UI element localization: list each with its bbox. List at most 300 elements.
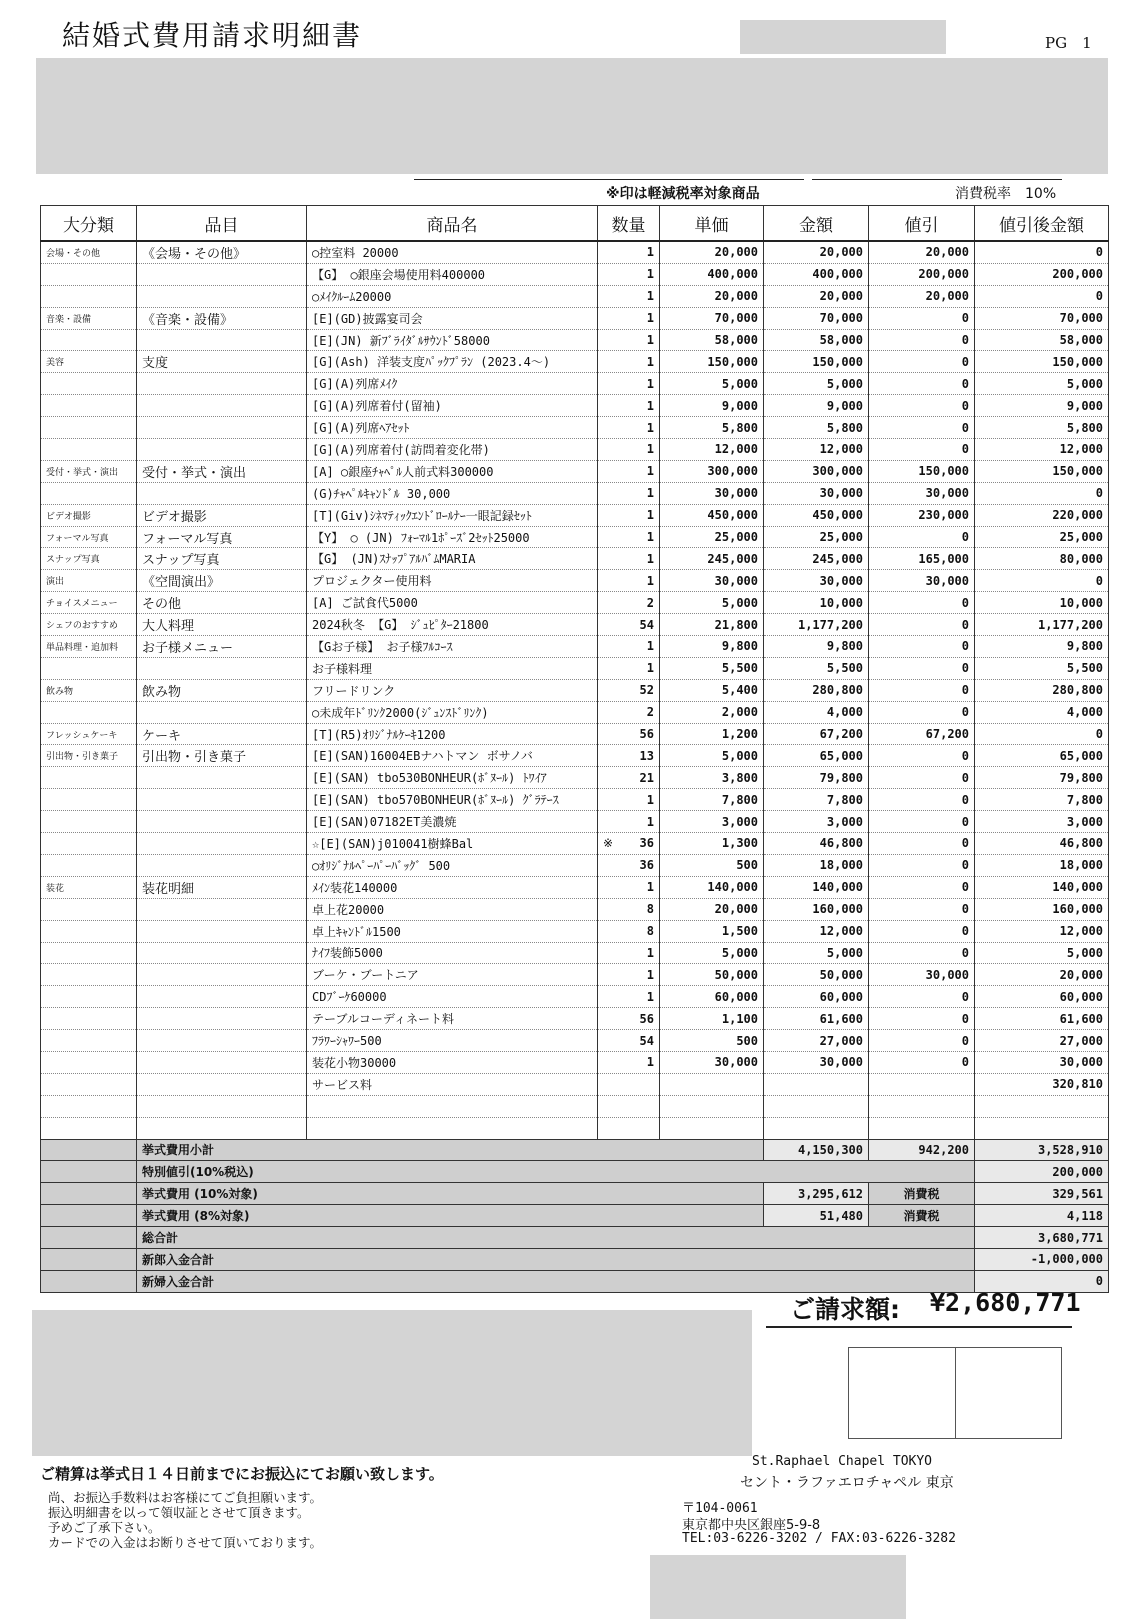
discount-cell: 0 — [869, 1008, 975, 1030]
discount-cell: 0 — [869, 767, 975, 789]
product-cell: [T](Giv)ｼﾈﾏﾃｨｯｸｴﾝﾄﾞﾛｰﾙﾅｰ一眼記録ｾｯﾄ — [307, 504, 598, 526]
category-cell — [41, 1117, 137, 1139]
category-cell: ビデオ撮影 — [41, 504, 137, 526]
category-cell — [41, 833, 137, 855]
table-row — [41, 482, 1109, 504]
table-row — [41, 657, 1109, 679]
unit-price-cell: 30,000 — [660, 1051, 764, 1073]
reduced-tax-mark: ※ — [603, 836, 614, 851]
amount-cell: 5,000 — [764, 373, 869, 395]
discount-cell: 0 — [869, 942, 975, 964]
category-cell: 単品料理・追加料 — [41, 636, 137, 658]
item-cell — [137, 898, 307, 920]
unit-price-cell: 1,200 — [660, 723, 764, 745]
unit-price-cell: 5,000 — [660, 592, 764, 614]
net-amount-cell: 0 — [975, 723, 1109, 745]
summary-row-groom-payment — [41, 1248, 1109, 1270]
unit-price-cell: 5,500 — [660, 657, 764, 679]
reduced-tax-note: ※印は軽減税率対象商品 — [606, 186, 760, 202]
table-row — [41, 307, 1109, 329]
amount-cell — [764, 1073, 869, 1095]
request-amount-label: ご請求額: — [790, 1295, 900, 1324]
discount-cell: 0 — [869, 854, 975, 876]
summary-row-subtotal — [41, 1139, 1109, 1161]
item-cell — [137, 395, 307, 417]
category-cell: 演出 — [41, 570, 137, 592]
category-cell — [41, 329, 137, 351]
net-amount-cell: 46,800 — [975, 833, 1109, 855]
product-cell: プロジェクター使用料 — [307, 570, 598, 592]
item-cell — [137, 285, 307, 307]
category-cell — [41, 395, 137, 417]
category-cell: 会場・その他 — [41, 241, 137, 263]
summary-amount: 4,150,300 — [764, 1139, 869, 1161]
discount-cell: 165,000 — [869, 548, 975, 570]
qty-cell: 54 — [598, 1030, 660, 1052]
amount-cell: 46,800 — [764, 833, 869, 855]
amount-cell: 5,500 — [764, 657, 869, 679]
discount-cell: 0 — [869, 614, 975, 636]
unit-price-cell: 500 — [660, 854, 764, 876]
product-cell: ○ｵﾘｼﾞﾅﾙﾍﾟｰﾊﾟｰﾊﾞｯｸﾞ 500 — [307, 854, 598, 876]
amount-cell: 140,000 — [764, 876, 869, 898]
amount-cell: 30,000 — [764, 1051, 869, 1073]
product-cell — [307, 1095, 598, 1117]
qty-cell: 1 — [598, 439, 660, 461]
qty-cell: 1 — [598, 460, 660, 482]
item-cell: 飲み物 — [137, 679, 307, 701]
item-cell — [137, 789, 307, 811]
payment-note-line: 尚、お振込手数料はお客様にてご負担願います。 — [48, 1490, 323, 1505]
product-cell: 【Y】 ○ (JN) ﾌｫｰﾏﾙ1ﾎﾟｰｽﾞ2ｾｯﾄ25000 — [307, 526, 598, 548]
table-row — [41, 767, 1109, 789]
item-cell — [137, 439, 307, 461]
table-row — [41, 351, 1109, 373]
item-cell: 支度 — [137, 351, 307, 373]
amount-cell: 9,800 — [764, 636, 869, 658]
qty-cell: 1 — [598, 329, 660, 351]
category-cell — [41, 417, 137, 439]
category-cell: 受付・挙式・演出 — [41, 460, 137, 482]
item-cell — [137, 942, 307, 964]
product-cell: [G](Ash) 洋装支度ﾊﾟｯｸﾌﾟﾗﾝ (2023.4～) — [307, 351, 598, 373]
summary-net: 4,118 — [975, 1205, 1109, 1227]
qty-cell: 1 — [598, 964, 660, 986]
discount-cell: 20,000 — [869, 241, 975, 263]
qty-cell: 1 — [598, 876, 660, 898]
qty-cell: 1 — [598, 986, 660, 1008]
product-cell — [307, 1117, 598, 1139]
product-cell: [E](JN) 新ﾌﾞﾗｲﾀﾞﾙｻｳﾝﾄﾞ58000 — [307, 329, 598, 351]
item-cell: 装花明細 — [137, 876, 307, 898]
category-cell — [41, 811, 137, 833]
net-amount-cell: 200,000 — [975, 263, 1109, 285]
table-row — [41, 1051, 1109, 1073]
discount-cell: 0 — [869, 1030, 975, 1052]
unit-price-cell: 50,000 — [660, 964, 764, 986]
unit-price-cell — [660, 1073, 764, 1095]
qty-cell: 1 — [598, 942, 660, 964]
qty-cell: 1 — [598, 373, 660, 395]
net-amount-cell: 5,800 — [975, 417, 1109, 439]
amount-cell: 79,800 — [764, 767, 869, 789]
amount-cell: 50,000 — [764, 964, 869, 986]
summary-tax-label: 消費税 — [869, 1183, 975, 1205]
qty-cell — [598, 1117, 660, 1139]
unit-price-cell: 300,000 — [660, 460, 764, 482]
summary-label: 挙式費用 (10%対象) — [137, 1183, 764, 1205]
table-row — [41, 789, 1109, 811]
table-row — [41, 701, 1109, 723]
qty-cell: 1 — [598, 789, 660, 811]
payment-note-line: 予めご了承下さい。 — [48, 1520, 161, 1535]
col-header-qty: 数量 — [598, 206, 660, 242]
product-cell: [G](A)列席ﾍｱｾｯﾄ — [307, 417, 598, 439]
category-cell: フレッシュケーキ — [41, 723, 137, 745]
net-amount-cell: 9,000 — [975, 395, 1109, 417]
product-cell: ﾒｲﾝ装花140000 — [307, 876, 598, 898]
net-amount-cell: 0 — [975, 285, 1109, 307]
item-cell — [137, 482, 307, 504]
table-row — [41, 679, 1109, 701]
table-row — [41, 920, 1109, 942]
qty-cell: 36 — [598, 854, 660, 876]
qty-cell: 1 — [598, 241, 660, 263]
product-cell: 装花小物30000 — [307, 1051, 598, 1073]
table-row — [41, 548, 1109, 570]
discount-cell: 0 — [869, 395, 975, 417]
unit-price-cell: 21,800 — [660, 614, 764, 636]
qty-cell: 1 — [598, 657, 660, 679]
col-header-discount: 値引 — [869, 206, 975, 242]
table-row — [41, 876, 1109, 898]
unit-price-cell — [660, 1095, 764, 1117]
qty-cell: 1 — [598, 417, 660, 439]
table-row — [41, 745, 1109, 767]
category-cell: スナップ写真 — [41, 548, 137, 570]
product-cell: (G)ﾁｬﾍﾟﾙｷｬﾝﾄﾞﾙ 30,000 — [307, 482, 598, 504]
item-cell — [137, 1073, 307, 1095]
net-amount-cell: 79,800 — [975, 767, 1109, 789]
table-row — [41, 898, 1109, 920]
table-row — [41, 241, 1109, 263]
product-cell: 卓上ｷｬﾝﾄﾞﾙ1500 — [307, 920, 598, 942]
category-cell — [41, 373, 137, 395]
discount-cell: 0 — [869, 373, 975, 395]
table-row — [41, 636, 1109, 658]
category-cell: チョイスメニュー — [41, 592, 137, 614]
discount-cell: 0 — [869, 789, 975, 811]
unit-price-cell: 500 — [660, 1030, 764, 1052]
item-cell — [137, 854, 307, 876]
product-cell: ☆[E](SAN)j010041樹蜂Bal — [307, 833, 598, 855]
item-cell: ケーキ — [137, 723, 307, 745]
unit-price-cell: 1,300 — [660, 833, 764, 855]
net-amount-cell: 70,000 — [975, 307, 1109, 329]
table-row — [41, 1117, 1109, 1139]
qty-cell: 1 — [598, 263, 660, 285]
product-cell: [T](R5)ｵﾘｼﾞﾅﾙｹｰｷ1200 — [307, 723, 598, 745]
request-amount-underline — [766, 1326, 1072, 1328]
table-row — [41, 723, 1109, 745]
net-amount-cell — [975, 1095, 1109, 1117]
discount-cell: 0 — [869, 307, 975, 329]
summary-net: 200,000 — [975, 1161, 1109, 1183]
table-row — [41, 504, 1109, 526]
amount-cell: 400,000 — [764, 263, 869, 285]
net-amount-cell — [975, 1117, 1109, 1139]
unit-price-cell: 5,000 — [660, 373, 764, 395]
item-cell — [137, 657, 307, 679]
discount-cell: 67,200 — [869, 723, 975, 745]
col-header-net-amount: 値引後金額 — [975, 206, 1109, 242]
category-cell — [41, 657, 137, 679]
summary-discount: 942,200 — [869, 1139, 975, 1161]
table-row — [41, 592, 1109, 614]
item-cell — [137, 1030, 307, 1052]
product-cell: サービス料 — [307, 1073, 598, 1095]
discount-cell: 0 — [869, 986, 975, 1008]
discount-cell: 0 — [869, 745, 975, 767]
unit-price-cell: 30,000 — [660, 482, 764, 504]
item-cell — [137, 920, 307, 942]
net-amount-cell: 5,000 — [975, 373, 1109, 395]
summary-label: 特別値引(10%税込) — [137, 1161, 975, 1183]
unit-price-cell: 20,000 — [660, 285, 764, 307]
table-row — [41, 1095, 1109, 1117]
discount-cell: 30,000 — [869, 482, 975, 504]
amount-cell: 12,000 — [764, 920, 869, 942]
qty-value: 36 — [639, 836, 654, 851]
amount-cell: 9,000 — [764, 395, 869, 417]
qty-cell: 1 — [598, 307, 660, 329]
table-row — [41, 986, 1109, 1008]
qty-cell: 1 — [598, 570, 660, 592]
redacted-footer — [650, 1555, 906, 1619]
payment-note-line: カードでの入金はお断りさせて頂いております。 — [48, 1535, 323, 1550]
unit-price-cell: 245,000 — [660, 548, 764, 570]
category-cell: 音楽・設備 — [41, 307, 137, 329]
amount-cell: 27,000 — [764, 1030, 869, 1052]
table-row — [41, 329, 1109, 351]
amount-cell: 30,000 — [764, 570, 869, 592]
net-amount-cell: 61,600 — [975, 1008, 1109, 1030]
net-amount-cell: 30,000 — [975, 1051, 1109, 1073]
table-row — [41, 1030, 1109, 1052]
qty-cell: 2 — [598, 592, 660, 614]
qty-cell: 1 — [598, 482, 660, 504]
discount-cell: 30,000 — [869, 570, 975, 592]
summary-amount: 3,295,612 — [764, 1183, 869, 1205]
col-header-unit-price: 単価 — [660, 206, 764, 242]
category-cell: 装花 — [41, 876, 137, 898]
category-cell — [41, 701, 137, 723]
amount-cell: 450,000 — [764, 504, 869, 526]
net-amount-cell: 12,000 — [975, 920, 1109, 942]
unit-price-cell: 30,000 — [660, 570, 764, 592]
item-cell — [137, 1008, 307, 1030]
net-amount-cell: 160,000 — [975, 898, 1109, 920]
qty-cell: 8 — [598, 898, 660, 920]
summary-label: 総合計 — [137, 1227, 975, 1249]
discount-cell: 0 — [869, 898, 975, 920]
amount-cell: 150,000 — [764, 351, 869, 373]
summary-row-fee-8 — [41, 1205, 1109, 1227]
discount-cell: 0 — [869, 920, 975, 942]
net-amount-cell: 150,000 — [975, 351, 1109, 373]
product-cell: フリードリンク — [307, 679, 598, 701]
discount-cell: 0 — [869, 833, 975, 855]
invoice-table — [40, 205, 1109, 1293]
category-cell — [41, 1051, 137, 1073]
amount-cell: 58,000 — [764, 329, 869, 351]
net-amount-cell: 280,800 — [975, 679, 1109, 701]
unit-price-cell: 150,000 — [660, 351, 764, 373]
tax-rate: 消費税率 10% — [955, 186, 1057, 202]
payment-note-line: 振込明細書を以って領収証とさせて頂きます。 — [48, 1505, 310, 1520]
net-amount-cell: 20,000 — [975, 964, 1109, 986]
col-header-amount: 金額 — [764, 206, 869, 242]
unit-price-cell: 7,800 — [660, 789, 764, 811]
product-cell: 卓上花20000 — [307, 898, 598, 920]
product-cell: お子様料理 — [307, 657, 598, 679]
category-cell — [41, 854, 137, 876]
table-row — [41, 526, 1109, 548]
product-cell: 【G】 (JN)ｽﾅｯﾌﾟｱﾙﾊﾞﾑMARIA — [307, 548, 598, 570]
item-cell — [137, 964, 307, 986]
stamp-box — [848, 1347, 1062, 1439]
item-cell — [137, 373, 307, 395]
summary-net: 0 — [975, 1270, 1109, 1292]
col-header-item: 品目 — [137, 206, 307, 242]
product-cell: テーブルコーディネート料 — [307, 1008, 598, 1030]
net-amount-cell: 9,800 — [975, 636, 1109, 658]
item-cell — [137, 1095, 307, 1117]
product-cell: [E](SAN)07182ET美濃焼 — [307, 811, 598, 833]
product-cell: ○控室料 20000 — [307, 241, 598, 263]
category-cell — [41, 439, 137, 461]
unit-price-cell: 450,000 — [660, 504, 764, 526]
item-cell — [137, 329, 307, 351]
qty-cell — [598, 833, 660, 855]
qty-cell: 52 — [598, 679, 660, 701]
table-row — [41, 811, 1109, 833]
category-cell — [41, 942, 137, 964]
item-cell — [137, 1117, 307, 1139]
net-amount-cell: 65,000 — [975, 745, 1109, 767]
category-cell — [41, 964, 137, 986]
discount-cell: 0 — [869, 1051, 975, 1073]
discount-cell: 0 — [869, 679, 975, 701]
summary-tax-label: 消費税 — [869, 1205, 975, 1227]
product-cell: ﾅｲﾌ装飾5000 — [307, 942, 598, 964]
amount-cell: 5,000 — [764, 942, 869, 964]
unit-price-cell: 20,000 — [660, 898, 764, 920]
unit-price-cell — [660, 1117, 764, 1139]
amount-cell: 10,000 — [764, 592, 869, 614]
summary-label: 新婦入金合計 — [137, 1270, 975, 1292]
qty-cell: 56 — [598, 723, 660, 745]
qty-cell: 1 — [598, 811, 660, 833]
net-amount-cell: 220,000 — [975, 504, 1109, 526]
item-cell: 引出物・引き菓子 — [137, 745, 307, 767]
net-amount-cell: 0 — [975, 570, 1109, 592]
category-cell — [41, 986, 137, 1008]
qty-cell: 13 — [598, 745, 660, 767]
discount-cell: 20,000 — [869, 285, 975, 307]
discount-cell: 0 — [869, 351, 975, 373]
summary-label: 新郎入金合計 — [137, 1248, 975, 1270]
qty-cell: 8 — [598, 920, 660, 942]
table-row — [41, 614, 1109, 636]
item-cell: その他 — [137, 592, 307, 614]
discount-cell — [869, 1095, 975, 1117]
product-cell: CDﾌﾞｰｹ60000 — [307, 986, 598, 1008]
table-header-row — [41, 206, 1109, 242]
category-cell — [41, 263, 137, 285]
item-cell — [137, 986, 307, 1008]
discount-cell: 0 — [869, 657, 975, 679]
header-rule-left — [414, 179, 804, 180]
discount-cell: 0 — [869, 636, 975, 658]
product-cell: ○ﾒｲｸﾙｰﾑ20000 — [307, 285, 598, 307]
category-cell — [41, 1095, 137, 1117]
item-cell: 《空間演出》 — [137, 570, 307, 592]
amount-cell: 1,177,200 — [764, 614, 869, 636]
amount-cell: 60,000 — [764, 986, 869, 1008]
table-row — [41, 263, 1109, 285]
page-number: PG 1 — [1045, 34, 1092, 52]
unit-price-cell: 12,000 — [660, 439, 764, 461]
amount-cell: 67,200 — [764, 723, 869, 745]
net-amount-cell: 58,000 — [975, 329, 1109, 351]
summary-label: 挙式費用 (8%対象) — [137, 1205, 764, 1227]
category-cell: フォーマル写真 — [41, 526, 137, 548]
category-cell — [41, 285, 137, 307]
venue-name-en: St.Raphael Chapel TOKYO — [752, 1454, 933, 1469]
amount-cell: 160,000 — [764, 898, 869, 920]
summary-net: 329,561 — [975, 1183, 1109, 1205]
net-amount-cell: 150,000 — [975, 460, 1109, 482]
amount-cell: 5,800 — [764, 417, 869, 439]
table-row — [41, 395, 1109, 417]
net-amount-cell: 4,000 — [975, 701, 1109, 723]
net-amount-cell: 5,500 — [975, 657, 1109, 679]
unit-price-cell: 1,100 — [660, 1008, 764, 1030]
qty-cell: 1 — [598, 285, 660, 307]
discount-cell: 0 — [869, 329, 975, 351]
item-cell — [137, 701, 307, 723]
unit-price-cell: 58,000 — [660, 329, 764, 351]
net-amount-cell: 3,000 — [975, 811, 1109, 833]
product-cell: [G](A)列席着付(訪問着変化帯) — [307, 439, 598, 461]
amount-cell: 3,000 — [764, 811, 869, 833]
category-cell — [41, 898, 137, 920]
summary-net: -1,000,000 — [975, 1248, 1109, 1270]
unit-price-cell: 3,800 — [660, 767, 764, 789]
qty-cell: 56 — [598, 1008, 660, 1030]
table-row — [41, 570, 1109, 592]
summary-row-special-discount — [41, 1161, 1109, 1183]
product-cell: [G](A)列席着付(留袖) — [307, 395, 598, 417]
product-cell: ブーケ・ブートニア — [307, 964, 598, 986]
item-cell: お子様メニュー — [137, 636, 307, 658]
category-cell — [41, 920, 137, 942]
page-title: 結婚式費用請求明細書 — [62, 19, 363, 52]
amount-cell: 12,000 — [764, 439, 869, 461]
summary-row-fee-10 — [41, 1183, 1109, 1205]
item-cell — [137, 811, 307, 833]
